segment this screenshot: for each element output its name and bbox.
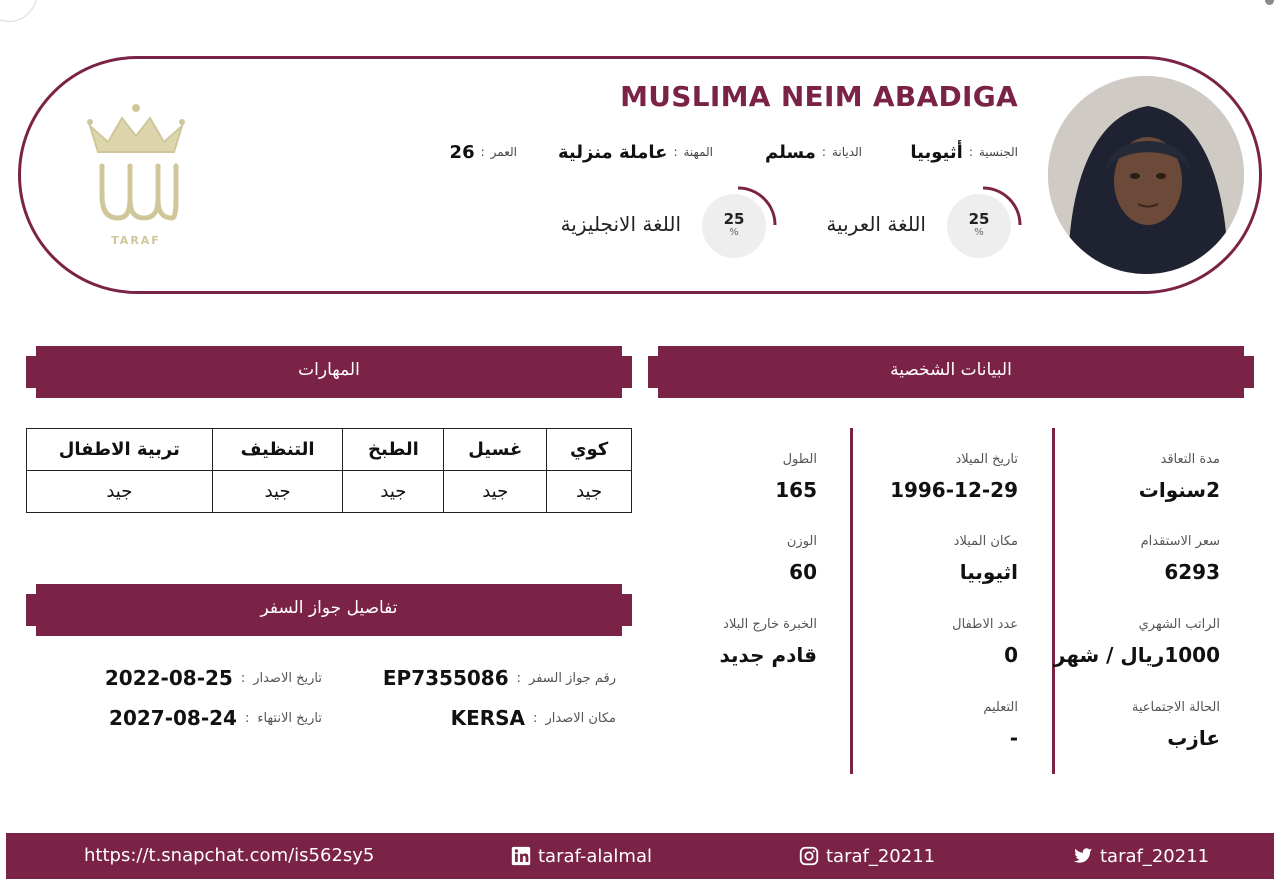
religion-value: مسلم [764, 141, 816, 163]
twitter-icon [1072, 845, 1094, 867]
twitter-link[interactable] [1072, 845, 1209, 867]
recruitment-price-label: سعر الاستقدام [1140, 534, 1220, 549]
age-value: 26 [449, 141, 475, 163]
passport-issue-date [105, 666, 322, 690]
passport-expiry-date [109, 706, 322, 730]
taraf-logo [80, 100, 192, 248]
height-label: الطول [782, 452, 817, 467]
personal-data-header [648, 346, 1254, 398]
birth-place-value: اثيوبيا [959, 560, 1018, 584]
logo-text: TARAF [111, 234, 161, 247]
weight-label: الوزن [786, 534, 817, 549]
profession-field [558, 140, 713, 164]
column-divider [1052, 428, 1055, 774]
arabic-percent-sign: % [974, 227, 984, 238]
age-label: العمر [490, 145, 517, 159]
language-english [556, 186, 778, 262]
weight [787, 531, 817, 585]
snapchat-link[interactable] [84, 845, 374, 866]
skill-header: الطبخ [343, 429, 444, 471]
skill-value: جيد [547, 471, 632, 513]
birth-date-value: 1996-12-29 [890, 478, 1018, 502]
skill-header: غسيل [444, 429, 547, 471]
social-footer [6, 833, 1274, 879]
arabic-language-label: اللغة العربية [826, 212, 926, 236]
expiry-date-value: 2027-08-24 [109, 706, 237, 730]
children-count [952, 614, 1018, 668]
scroll-indicator [1265, 0, 1274, 5]
skills-value-row [27, 471, 632, 513]
weight-value: 60 [789, 560, 817, 584]
children-count-label: عدد الاطفال [952, 617, 1018, 632]
passport-number-value: EP7355086 [382, 666, 509, 690]
religion-field [765, 140, 862, 164]
issue-date-value: 2022-08-25 [104, 666, 233, 690]
religion-colon: : [821, 145, 826, 159]
personal-data-title: البيانات الشخصية [890, 360, 1012, 380]
religion-label: الديانة [831, 145, 862, 159]
contract-duration-value: 2سنوات [1138, 478, 1220, 502]
skill-header: تربية الاطفال [27, 429, 213, 471]
monthly-salary-value: 1000ريال / شهر [1053, 643, 1220, 667]
skill-value: جيد [212, 471, 343, 513]
arabic-level-value: 25 [968, 210, 990, 228]
profession-value: عاملة منزلية [557, 141, 668, 163]
recruitment-price [1141, 531, 1220, 585]
corner-decoration [0, 0, 38, 22]
birth-place-label: مكان الميلاد [953, 534, 1018, 549]
skills-title: المهارات [298, 360, 360, 380]
nationality-label: الجنسية [978, 145, 1018, 159]
arabic-level-circle [947, 194, 1011, 258]
profession-label: المهنة [683, 145, 713, 159]
monthly-salary-label: الراتب الشهري [1138, 617, 1220, 632]
age-field [450, 140, 517, 164]
linkedin-link[interactable] [510, 845, 652, 867]
birth-place [954, 531, 1018, 585]
contract-duration [1139, 449, 1220, 503]
age-colon: : [480, 145, 485, 159]
passport-number-colon: : [516, 670, 522, 686]
english-level-circle [702, 194, 766, 258]
passport-issue-place [451, 706, 616, 730]
issue-place-label: مكان الاصدار [545, 710, 616, 726]
worker-name: MUSLIMA NEIM ABADIGA [620, 80, 1018, 113]
abroad-experience-value: قادم جديد [719, 643, 817, 667]
skills-table [26, 428, 632, 513]
birth-date-label: تاريخ الميلاد [955, 452, 1018, 467]
expiry-date-colon: : [244, 710, 250, 726]
passport-number [383, 666, 616, 690]
issue-date-colon: : [240, 670, 246, 686]
contract-duration-label: مدة التعاقد [1160, 452, 1220, 467]
profession-colon: : [673, 145, 678, 159]
worker-photo [1048, 76, 1244, 274]
language-arabic [820, 186, 1022, 262]
children-count-value: 0 [1004, 643, 1018, 667]
skills-header [26, 346, 632, 398]
snapchat-url: https://t.snapchat.com/is562sy5 [84, 845, 375, 866]
english-level-value: 25 [723, 210, 745, 228]
education-label: التعليم [983, 700, 1018, 715]
skill-value: جيد [343, 471, 444, 513]
twitter-handle: taraf_20211 [1100, 845, 1210, 867]
issue-place-value: KERSA [450, 706, 526, 730]
skills-header-row [27, 429, 632, 471]
column-divider [850, 428, 853, 774]
height-value: 165 [775, 478, 817, 502]
birth-date [890, 449, 1018, 503]
height [775, 449, 817, 503]
issue-place-colon: : [533, 710, 538, 726]
nationality-colon: : [968, 145, 973, 159]
skill-header: التنظيف [212, 429, 343, 471]
monthly-salary [1054, 614, 1220, 668]
marital-status-label: الحالة الاجتماعية [1131, 700, 1220, 715]
expiry-date-label: تاريخ الانتهاء [257, 710, 322, 726]
skill-header: كوي [547, 429, 632, 471]
abroad-experience-label: الخبرة خارج البلاد [723, 617, 817, 632]
skill-value: جيد [444, 471, 547, 513]
nationality-value: أثيوبيا [910, 141, 963, 163]
english-language-label: اللغة الانجليزية [560, 212, 681, 236]
skill-value: جيد [27, 471, 213, 513]
passport-header [26, 584, 632, 636]
instagram-link[interactable] [798, 845, 935, 867]
education-value: - [1009, 726, 1018, 750]
linkedin-handle: taraf-alalmal [538, 845, 652, 867]
passport-title: تفاصيل جواز السفر [260, 598, 398, 618]
education [983, 697, 1018, 751]
issue-date-label: تاريخ الاصدار [253, 670, 322, 686]
english-percent-sign: % [729, 227, 739, 238]
instagram-icon [798, 845, 820, 867]
passport-number-label: رقم جواز السفر [529, 670, 616, 686]
instagram-handle: taraf_20211 [826, 845, 936, 867]
linkedin-icon [510, 845, 532, 867]
nationality-field [910, 140, 1018, 164]
marital-status [1132, 697, 1220, 751]
recruitment-price-value: 6293 [1164, 560, 1220, 584]
marital-status-value: عازب [1167, 726, 1220, 750]
abroad-experience [719, 614, 817, 668]
